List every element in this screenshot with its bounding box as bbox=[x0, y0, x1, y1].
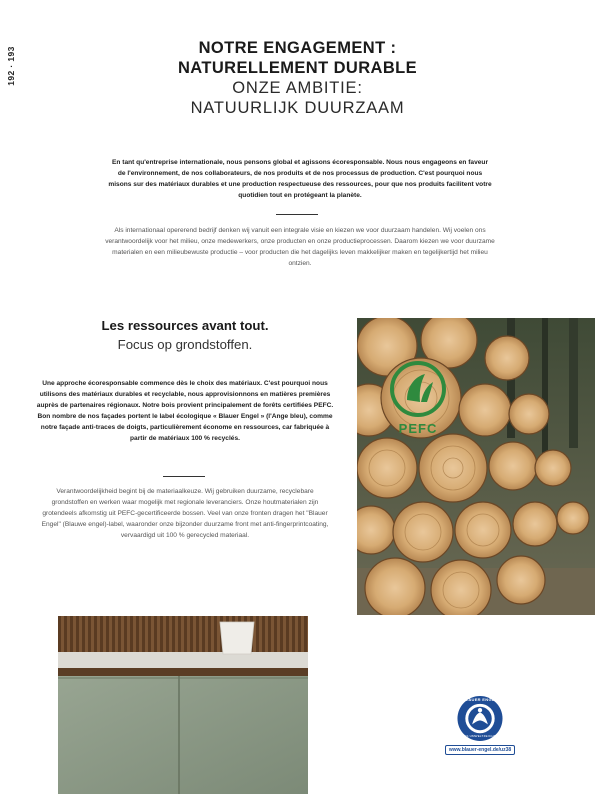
blauer-engel-ring-bottom: DAS UMWELTZEICHEN bbox=[461, 734, 499, 738]
headline bbox=[0, 38, 595, 118]
divider-section bbox=[163, 476, 205, 477]
pefc-stamp-text: PEFC bbox=[398, 421, 438, 436]
intro-fr: En tant qu'entreprise internationale, nous pensons global et agissons écoresponsable. Nous nous engageons en faveur de l'environnement, de nos collaborateurs, de nos produits et de nos processus de production. C'est pourquoi nous misons sur des matériaux durables et une production respectueuse des ressources, pour que nos produits facilitent votre quotidien tout en protégeant la planète. bbox=[108, 159, 492, 199]
section-title-fr: Les ressources avant tout. bbox=[101, 318, 269, 333]
title-fr-line1: NOTRE ENGAGEMENT : bbox=[198, 39, 397, 57]
section-title-nl: Focus op grondstoffen. bbox=[117, 337, 253, 352]
page-number: 192 · 193 bbox=[6, 46, 16, 86]
blauer-engel-ring-top: BLAUER ENGEL bbox=[462, 697, 498, 702]
title-fr-line2: NATURELLEMENT DURABLE bbox=[177, 59, 418, 77]
pefc-logo bbox=[383, 360, 453, 438]
blauer-engel-url: www.blauer-engel.de/uz38 bbox=[445, 745, 515, 755]
title-nl-line2: NATUURLIJK DUURZAAM bbox=[190, 99, 405, 117]
divider-intro bbox=[276, 214, 318, 215]
photo-stacked-logs bbox=[357, 318, 595, 615]
blauer-engel-label bbox=[440, 695, 520, 755]
pefc-tree-icon bbox=[383, 360, 453, 418]
kitchen-illustration bbox=[58, 616, 308, 794]
section-body-nl: Verantwoordelijkheid begint bij de materiaalkeuze. Wij gebruiken duurzame, recyclebare grondstoffen en werken waar mogelijk met regionale leveranciers. Onze houtmaterialen zijn grotendeels afkomstig uit PEFC-gecertificeerde bossen. Veel van onze fronten dragen het "Blauer Engel" (Blauwe engel)-label, waaronder onze bijzonder duurzame front met anti-fingerprintcoating, vervaardigd uit 100 % gerecycled materiaal. bbox=[41, 488, 329, 539]
title-nl-line1: ONZE AMBITIE: bbox=[232, 79, 363, 97]
intro-nl: Als internationaal opererend bedrijf denken wij vanuit een integrale visie en kiezen we voor duurzaam handelen. Wij voelen ons verantwoordelijk voor het milieu, onze medewerkers, onze producten en onze productieprocessen. Daarom kiezen we voor duurzame materialen en een milieubewuste productie – voor producten die het dagelijks leven makkelijker maken en tegelijkertijd het milieu ontzien. bbox=[105, 227, 495, 267]
photo-kitchen-front bbox=[58, 616, 308, 794]
section-body-fr: Une approche écoresponsable commence dès le choix des matériaux. C'est pourquoi nous utilisons des matériaux durables et recyclable, nous approvisionnons en matières premières auprès de partenaires régionaux. Notre bois provient principalement de forêts certifiées PEFC. Bon nombre de nos façades portent le label écologique « Blauer Engel » (l'Ange bleu), comme notre façade anti-traces de doigts, particulièrement économe en ressources, car fabriquée à partir de matériaux 100 % recyclés. bbox=[36, 380, 334, 442]
